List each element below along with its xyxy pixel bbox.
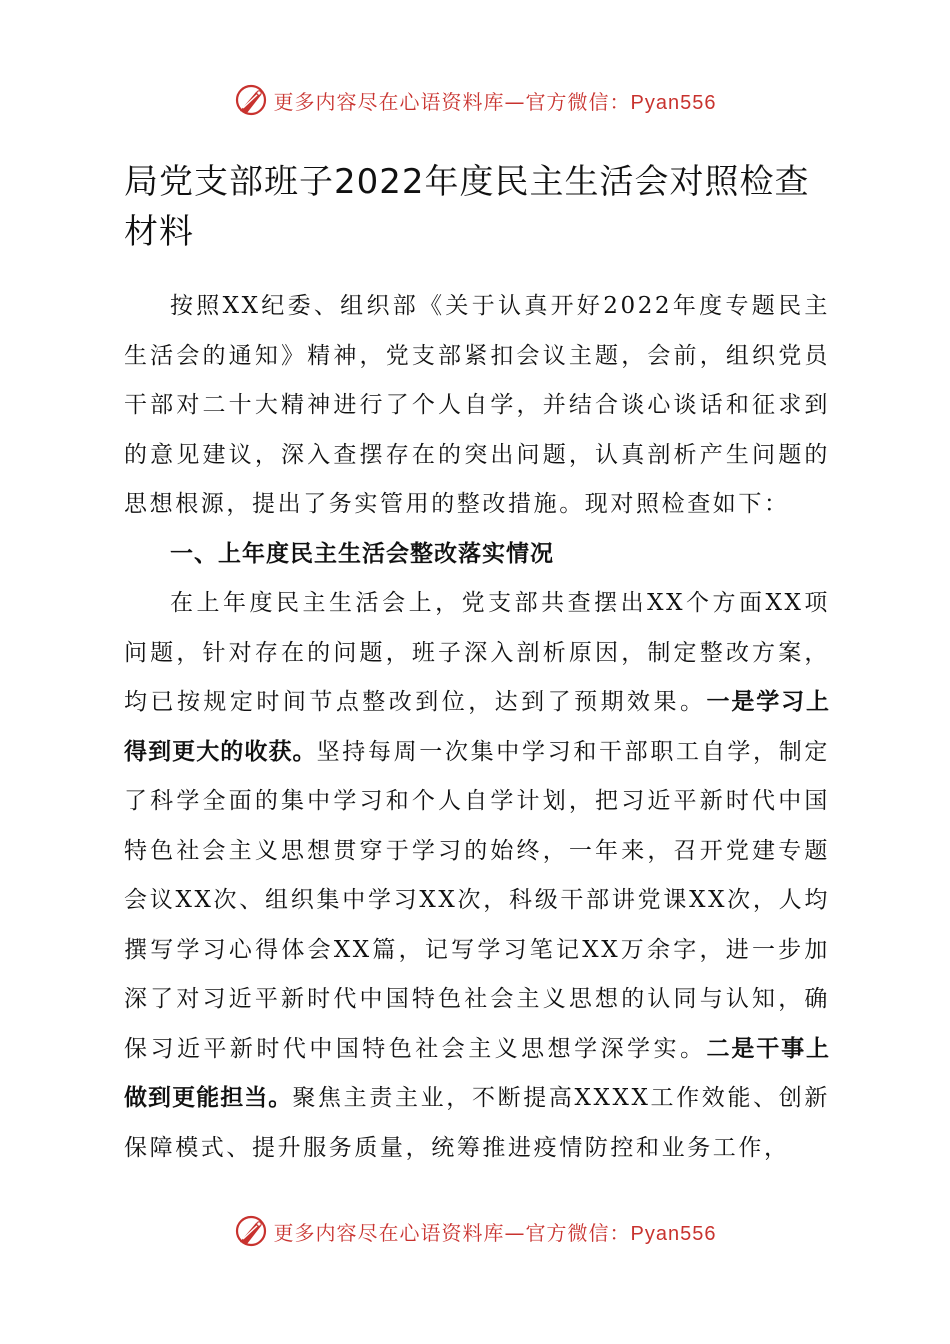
document-body bbox=[124, 282, 830, 1173]
watermark-header bbox=[0, 80, 950, 120]
section-1-paragraph bbox=[124, 579, 830, 1173]
watermark-label: 官方微信： bbox=[525, 89, 631, 114]
section-1-bold-point-2: 二是干事上做到更能担当。 bbox=[124, 1035, 831, 1111]
watermark-dash: — bbox=[504, 1220, 526, 1245]
section-1-text-part-3: 聚焦主责主业，不断提高XXXX工作效能、创新保障模式、提升服务质量，统筹推进疫情防控和业务工作， bbox=[124, 1085, 831, 1161]
pen-nib-logo-icon bbox=[234, 1214, 268, 1248]
document-title: 局党支部班子2022年度民主生活会对照检查材料 bbox=[124, 162, 810, 252]
watermark-wechat-id: Pyan556 bbox=[630, 91, 717, 114]
intro-paragraph: 按照XX纪委、组织部《关于认真开好2022年度专题民主生活会的通知》精神，党支部紧扣会议主题，会前，组织党员干部对二十大精神进行了个人自学，并结合谈心谈话和征求到的意见建议，深入查摆存在的突出问题，认真剖析产生问题的思想根源，提出了务实管用的整改措施。现对照检查如下： bbox=[124, 293, 830, 517]
pen-nib-logo-icon bbox=[234, 83, 268, 117]
watermark-brand: 更多内容尽在心语资料库 bbox=[273, 1220, 505, 1245]
watermark-wechat-id: Pyan556 bbox=[630, 1222, 717, 1245]
watermark-label: 官方微信： bbox=[525, 1220, 631, 1245]
watermark-brand: 更多内容尽在心语资料库 bbox=[273, 89, 505, 114]
watermark-text bbox=[274, 1217, 717, 1246]
watermark-text bbox=[274, 86, 717, 115]
section-1-text-part-1: 在上年度民主生活会上，党支部共查摆出XX个方面XX项问题，针对存在的问题，班子深入剖析原因，制定整改方案，均已按规定时间节点整改到位，达到了预期效果。 bbox=[124, 590, 830, 715]
watermark-footer bbox=[0, 1211, 950, 1251]
watermark-dash: — bbox=[504, 89, 526, 114]
section-1-text-part-2: 坚持每周一次集中学习和干部职工自学，制定了科学全面的集中学习和个人自学计划，把习近平新时代中国特色社会主义思想贯穿于学习的始终，一年来，召开党建专题会议XX次、组织集中学习XX次，科级干部讲党课XX次，人均撰写学习心得体会XX篇，记写学习笔记XX万余字，进一步加深了对习近平新时代中国特色社会主义思想的认同与认知，确保习近平新时代中国特色社会主义思想学深学实。 bbox=[124, 738, 831, 1062]
section-1-bold-point-1: 一是学习上得到更大的收获。 bbox=[124, 689, 831, 765]
section-heading-1: 一、上年度民主生活会整改落实情况 bbox=[170, 540, 554, 567]
